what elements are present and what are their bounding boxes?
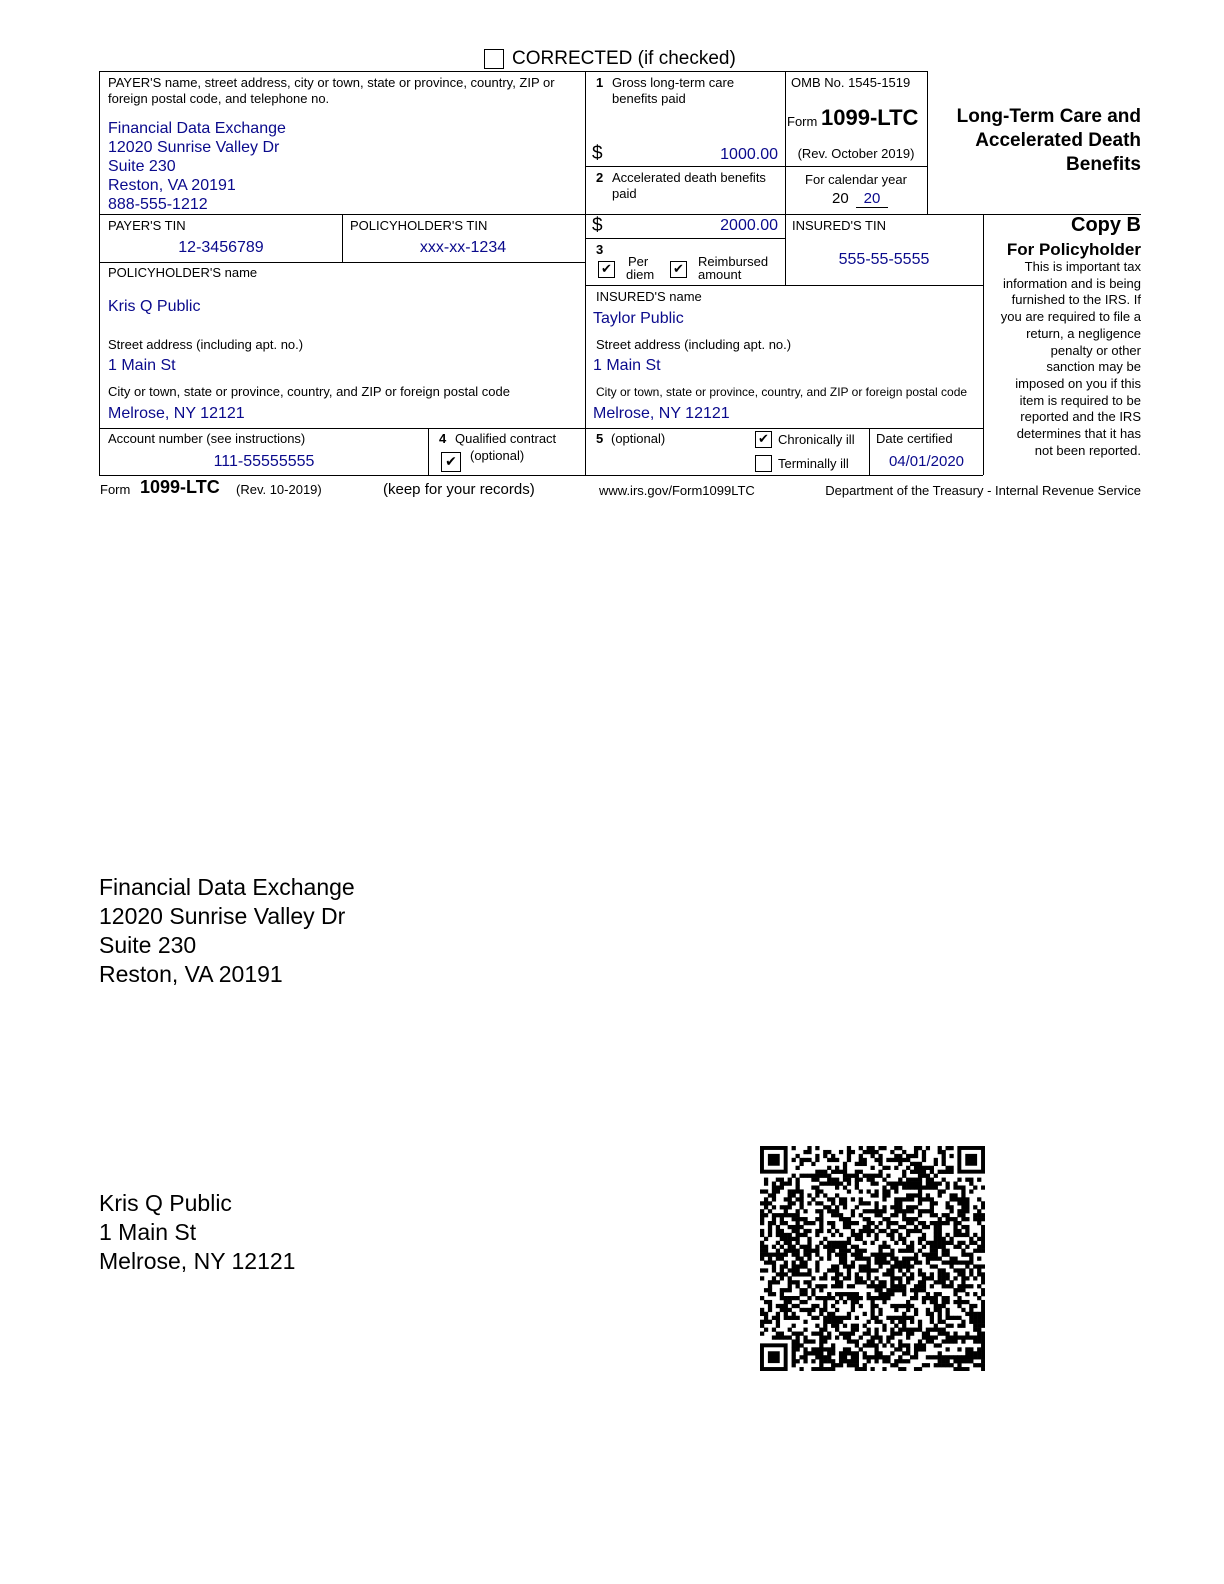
reimbursed-label-1: Reimbursed <box>698 254 769 269</box>
footer-keep: (keep for your records) <box>383 481 535 498</box>
box2-label: Accelerated death benefits paid <box>612 170 766 201</box>
chronically-ill-checkbox[interactable]: ✔ <box>755 431 772 448</box>
omb-number: OMB No. 1545-1519 <box>791 75 911 90</box>
footer-dept: Department of the Treasury - Internal Revenue Service <box>825 483 1141 498</box>
box5-label: (optional) <box>611 431 666 446</box>
box4-number: 4 <box>439 431 447 446</box>
footer-url: www.irs.gov/Form1099LTC <box>599 483 755 498</box>
corrected-label: CORRECTED (if checked) <box>512 48 736 69</box>
qr-code <box>760 1146 985 1371</box>
account-value: 111-55555555 <box>213 453 315 470</box>
policyholder-street-label: Street address (including apt. no.) <box>108 337 304 352</box>
copy-notice-line: determines that it has <box>1016 426 1141 442</box>
box1-label: Gross long-term care benefits paid <box>612 75 735 106</box>
calendar-year-suffix: 20 <box>856 190 888 208</box>
form-title-line1: Long-Term Care and <box>956 106 1141 127</box>
copy-notice-line: imposed on you if this <box>1015 375 1141 391</box>
box2-dollar-sign: $ <box>592 215 603 236</box>
date-certified-label: Date certified <box>876 431 953 446</box>
insured-city: Melrose, NY 12121 <box>593 405 730 422</box>
box2-number: 2 <box>596 170 604 185</box>
payer-tin-label: PAYER'S TIN <box>108 218 186 233</box>
insured-street: 1 Main St <box>593 357 661 374</box>
mailing-payer-line: Suite 230 <box>99 932 197 958</box>
box1-value: 1000.00 <box>720 146 778 163</box>
reimbursed-label <box>698 255 768 281</box>
copy-notice <box>985 259 1141 459</box>
box4-label-1: Qualified contract <box>455 431 557 446</box>
per-diem-checkbox[interactable]: ✔ <box>598 261 615 278</box>
box1-dollar-sign: $ <box>592 143 603 164</box>
omb-form-prefix: Form <box>787 114 818 129</box>
date-certified-value: 04/01/2020 <box>888 453 965 470</box>
footer-rev: (Rev. 10-2019) <box>236 482 322 497</box>
copy-notice-line: not been reported. <box>1034 442 1141 458</box>
per-diem-label <box>626 255 654 281</box>
payer-city: Reston, VA 20191 <box>108 177 236 194</box>
copy-notice-line: return, a negligence <box>1026 325 1141 341</box>
policyholder-city-label: City or town, state or province, country, and ZIP or foreign postal code <box>108 384 510 399</box>
insured-tin-value: 555-55-5555 <box>838 251 930 268</box>
copy-notice-line: furnished to the IRS. If <box>1011 292 1141 308</box>
policyholder-tin-label: POLICYHOLDER'S TIN <box>350 218 488 233</box>
copy-notice-line: information and is being <box>1002 275 1141 291</box>
qualified-contract-checkbox[interactable]: ✔ <box>441 452 461 472</box>
copy-notice-line: This is important tax <box>1024 259 1141 274</box>
chronically-ill-label: Chronically ill <box>778 432 855 447</box>
footer-form-prefix: Form <box>100 482 131 497</box>
policyholder-tin-value: xxx-xx-1234 <box>419 239 507 256</box>
mailing-recipient-line: Kris Q Public <box>99 1190 232 1216</box>
reimbursed-checkbox[interactable]: ✔ <box>670 261 687 278</box>
box2-value: 2000.00 <box>720 217 778 234</box>
calendar-year-prefix: 20 <box>832 190 849 207</box>
per-diem-label-1: Per <box>628 254 649 269</box>
payer-label: PAYER'S name, street address, city or town, state or province, country, ZIP or foreign postal code, and telephone no. <box>108 75 555 106</box>
account-label: Account number (see instructions) <box>108 431 306 446</box>
insured-tin-label: INSURED'S TIN <box>792 218 886 233</box>
payer-address <box>108 119 286 214</box>
box1-number: 1 <box>596 75 604 90</box>
mailing-payer-line: Financial Data Exchange <box>99 874 355 900</box>
mailing-recipient-line: Melrose, NY 12121 <box>99 1248 296 1274</box>
payer-name: Financial Data Exchange <box>108 120 286 137</box>
omb-form-name: 1099-LTC <box>821 105 919 130</box>
copy-title: Copy B <box>1071 214 1141 236</box>
form-title-line2: Accelerated Death <box>975 130 1141 151</box>
per-diem-label-2: diem <box>626 267 655 282</box>
mailing-payer-line: 12020 Sunrise Valley Dr <box>99 903 346 929</box>
calendar-year-label: For calendar year <box>805 172 907 187</box>
copy-notice-line: item is required to be <box>1019 392 1141 408</box>
insured-street-label: Street address (including apt. no.) <box>596 337 792 352</box>
reimbursed-label-2: amount <box>698 267 742 282</box>
terminally-ill-label: Terminally ill <box>778 456 849 471</box>
mailing-payer-line: Reston, VA 20191 <box>99 961 283 987</box>
mailing-recipient-address <box>99 1189 295 1276</box>
insured-name-label: INSURED'S name <box>596 289 702 304</box>
payer-phone: 888-555-1212 <box>108 196 208 213</box>
mailing-recipient-line: 1 Main St <box>99 1219 197 1245</box>
box4-label-2: (optional) <box>470 448 525 463</box>
form-title-line3: Benefits <box>1066 154 1141 175</box>
payer-street: 12020 Sunrise Valley Dr <box>108 139 280 156</box>
copy-notice-line: you are required to file a <box>1000 309 1141 325</box>
omb-rev: (Rev. October 2019) <box>797 146 915 161</box>
footer-form-name: 1099-LTC <box>140 477 220 497</box>
copy-notice-line: reported and the IRS <box>1020 409 1141 425</box>
policyholder-name: Kris Q Public <box>108 298 201 315</box>
copy-notice-line: sanction may be <box>1046 359 1141 375</box>
box5-number: 5 <box>596 431 604 446</box>
copy-notice-line: penalty or other <box>1050 342 1141 358</box>
policyholder-street: 1 Main St <box>108 357 176 374</box>
payer-tin-value: 12-3456789 <box>178 239 264 256</box>
policyholder-city: Melrose, NY 12121 <box>108 405 245 422</box>
terminally-ill-checkbox[interactable] <box>755 455 772 472</box>
insured-name: Taylor Public <box>593 310 684 327</box>
corrected-checkbox[interactable] <box>484 49 504 69</box>
mailing-payer-address <box>99 873 355 989</box>
copy-subtitle: For Policyholder <box>1006 240 1141 259</box>
box3-number: 3 <box>596 242 604 257</box>
policyholder-name-label: POLICYHOLDER'S name <box>108 265 258 280</box>
insured-city-label: City or town, state or province, country, and ZIP or foreign postal code <box>596 385 968 399</box>
payer-suite: Suite 230 <box>108 158 176 175</box>
form-title <box>930 105 1141 177</box>
